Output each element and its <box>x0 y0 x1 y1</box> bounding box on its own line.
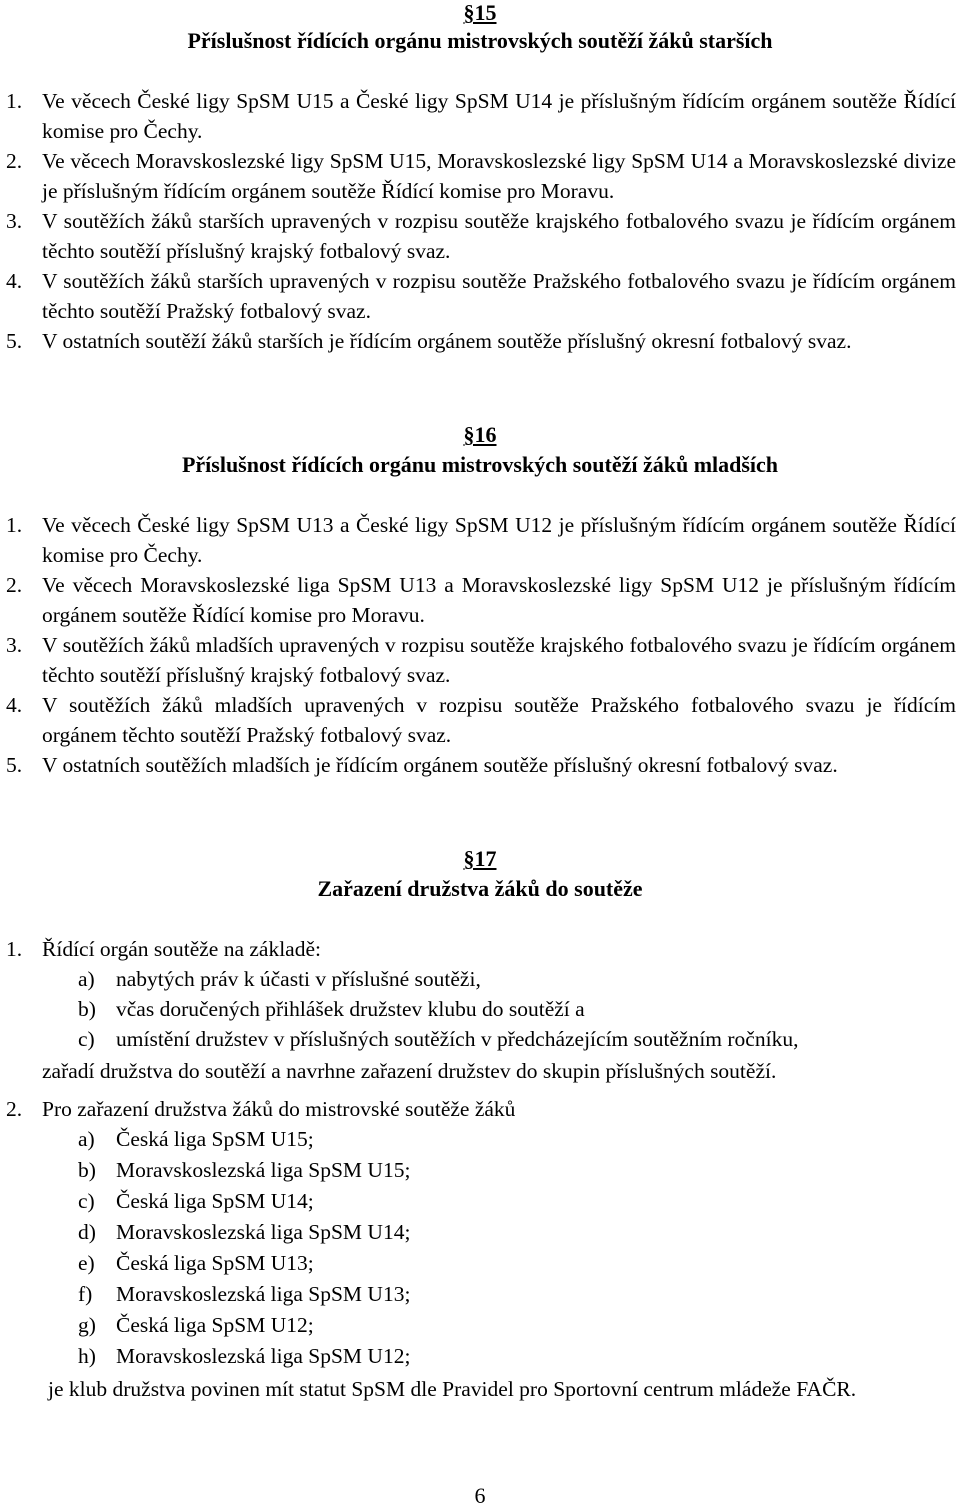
item-number: 5. <box>6 329 23 353</box>
item-text: V soutěžích žáků starších upravených v rozpisu soutěže krajského fotbalového svazu je řídícím orgánem těchto soutěží příslušný krajský fotbalový svaz. <box>42 209 956 263</box>
s17-item-1-sub-a <box>78 964 481 994</box>
s17-item-1-sub-c <box>78 1024 798 1054</box>
s17-item-2-sub-e <box>78 1248 314 1278</box>
s16-item-1 <box>6 510 956 570</box>
section-16-title: Příslušnost řídících orgánu mistrovských soutěží žáků mladších <box>181 452 779 477</box>
s17-item-2-sub-c <box>78 1186 314 1216</box>
sub-label: c) <box>78 1189 95 1213</box>
section-16-number: §16 <box>463 422 497 447</box>
item-number: 3. <box>6 633 23 657</box>
s16-item-2 <box>6 570 956 630</box>
item-text: V soutěžích žáků starších upravených v rozpisu soutěže Pražského fotbalového svazu je řídícím orgánem těchto soutěží Pražský fotbalový svaz. <box>42 269 956 323</box>
sub-label: h) <box>78 1344 96 1368</box>
s17-item-2-sub-h <box>78 1341 410 1371</box>
s17-item-1-sub-b <box>78 994 585 1024</box>
sub-label: b) <box>78 1158 96 1182</box>
item-text: Ve věcech České ligy SpSM U13 a České ligy SpSM U12 je příslušným řídícím orgánem soutěže Řídící komise pro Čechy. <box>42 513 956 567</box>
s17-item-1-closing: zařadí družstva do soutěží a navrhne zařazení družstev do skupin příslušných soutěží. <box>42 1059 777 1083</box>
item-number: 1. <box>6 513 23 537</box>
item-number: 4. <box>6 269 23 293</box>
section-15-number: §15 <box>463 0 497 25</box>
sub-label: e) <box>78 1251 95 1275</box>
s15-item-1 <box>6 86 956 146</box>
item-text: Ve věcech České ligy SpSM U15 a České ligy SpSM U14 je příslušným řídícím orgánem soutěže Řídící komise pro Čechy. <box>42 89 956 143</box>
s17-item-2-sub-a <box>78 1124 314 1154</box>
sub-text: Česká liga SpSM U13; <box>116 1251 314 1275</box>
item-number: 2. <box>6 573 23 597</box>
sub-text: nabytých práv k účasti v příslušné soutěži, <box>116 967 481 991</box>
item-number: 2. <box>6 149 23 173</box>
section-17-title: Zařazení družstva žáků do soutěže <box>317 876 643 901</box>
section-17-number: §17 <box>463 846 497 871</box>
sub-text: Moravskoslezská liga SpSM U15; <box>116 1158 411 1182</box>
sub-text: Česká liga SpSM U14; <box>116 1189 314 1213</box>
sub-text: včas doručených přihlášek družstev klubu do soutěží a <box>116 997 585 1021</box>
s17-item-1-number: 1. <box>6 937 23 961</box>
item-text: V soutěžích žáků mladších upravených v rozpisu soutěže krajského fotbalového svazu je řídícím orgánem těchto soutěží příslušný krajský fotbalový svaz. <box>42 633 956 687</box>
s17-item-2-intro: Pro zařazení družstva žáků do mistrovské soutěže žáků <box>42 1097 516 1121</box>
sub-text: umístění družstev v příslušných soutěžích v předcházejícím soutěžním ročníku, <box>116 1027 799 1051</box>
sub-text: Česká liga SpSM U15; <box>116 1127 314 1151</box>
sub-label: a) <box>78 1127 95 1151</box>
s17-item-2-sub-d <box>78 1217 410 1247</box>
s17-item-2-number: 2. <box>6 1097 23 1121</box>
s15-item-5 <box>6 326 956 356</box>
sub-label: b) <box>78 997 96 1021</box>
sub-label: g) <box>78 1313 96 1337</box>
item-number: 4. <box>6 693 23 717</box>
s17-item-2-sub-g <box>78 1310 314 1340</box>
page-number: 6 <box>474 1483 486 1508</box>
s17-item-2-closing: je klub družstva povinen mít statut SpSM dle Pravidel pro Sportovní centrum mládeže FAČR. <box>48 1377 857 1401</box>
sub-text: Moravskoslezská liga SpSM U13; <box>116 1282 411 1306</box>
s16-item-4 <box>6 690 956 750</box>
s16-item-5 <box>6 750 956 780</box>
item-number: 1. <box>6 89 23 113</box>
s16-item-3 <box>6 630 956 690</box>
sub-label: c) <box>78 1027 95 1051</box>
s17-item-1-intro: Řídící orgán soutěže na základě: <box>42 937 321 961</box>
sub-text: Moravskoslezská liga SpSM U14; <box>116 1220 411 1244</box>
sub-text: Moravskoslezská liga SpSM U12; <box>116 1344 411 1368</box>
s15-item-3 <box>6 206 956 266</box>
sub-label: d) <box>78 1220 96 1244</box>
sub-text: Česká liga SpSM U12; <box>116 1313 314 1337</box>
s17-item-2-sub-f <box>78 1279 410 1309</box>
item-text: V soutěžích žáků mladších upravených v rozpisu soutěže Pražského fotbalového svazu je řídícím orgánem těchto soutěží Pražský fotbalový svaz. <box>42 693 956 747</box>
item-number: 3. <box>6 209 23 233</box>
sub-label: f) <box>78 1282 93 1306</box>
sub-label: a) <box>78 967 95 991</box>
s15-item-4 <box>6 266 956 326</box>
section-15-title: Příslušnost řídících orgánu mistrovských soutěží žáků starších <box>187 28 773 53</box>
item-number: 5. <box>6 753 23 777</box>
item-text: Ve věcech Moravskoslezské ligy SpSM U15, Moravskoslezské ligy SpSM U14 a Moravskoslezské divize je příslušným řídícím orgánem soutěže Řídící komise pro Moravu. <box>42 149 956 203</box>
s15-item-2 <box>6 146 956 206</box>
s17-item-2-sub-b <box>78 1155 410 1185</box>
item-text: Ve věcech Moravskoslezské liga SpSM U13 a Moravskoslezské ligy SpSM U12 je příslušným řídícím orgánem soutěže Řídící komise pro Moravu. <box>42 573 956 627</box>
item-text: V ostatních soutěží žáků starších je řídícím orgánem soutěže příslušný okresní fotbalový svaz. <box>42 329 852 353</box>
item-text: V ostatních soutěžích mladších je řídícím orgánem soutěže příslušný okresní fotbalový svaz. <box>42 753 838 777</box>
